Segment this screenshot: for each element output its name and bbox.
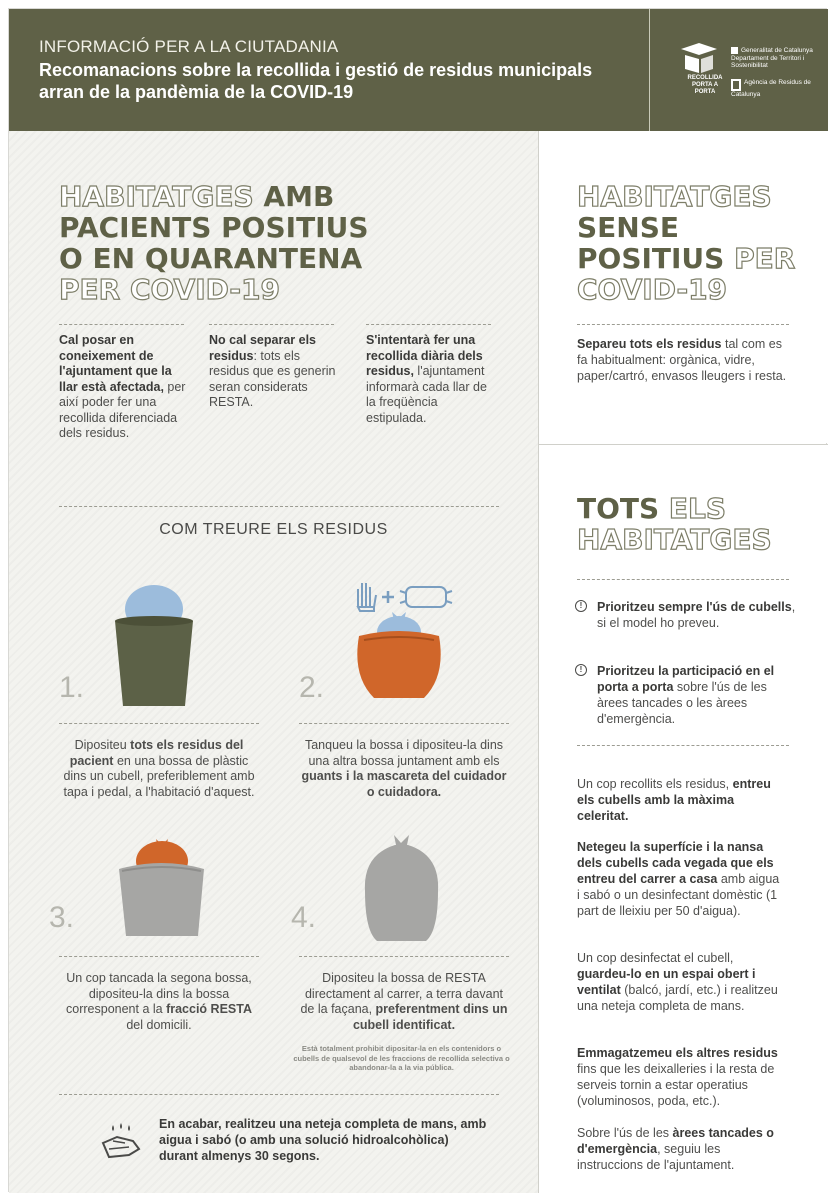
prohibition-note: Està totalment prohibit dipositar-la en els contenidors o cubells de qualsevol de les fraccions de recollida selectiva o abandonar-la a la via pública. [293,1044,510,1072]
divider [59,956,259,957]
bullet-porta-a-porta: Prioritzeu la participació en el porta a porta sobre l'ús de les àrees tancades o les àrees d'emergència. [597,664,775,726]
divider [577,579,789,580]
header [9,9,828,131]
divider [59,324,184,325]
divider [59,723,259,724]
bullet-cubells: Prioritzeu sempre l'ús de cubells, si el model ho preveu. [597,600,796,630]
separate-waste-text: Separeu tots els residus tal com es fa habitualment: orgànica, vidre, paper/cartró, envasos lleugers i resta. [577,337,787,383]
divider [299,956,509,957]
left-title: HABITATGES AMB PACIENTS POSITIUS O EN QUARANTENA PER COVID-19 [59,180,369,306]
right-top-panel [539,131,828,443]
bag-icon [354,606,444,706]
divider [209,324,334,325]
header-divider [649,9,650,131]
left-column [9,131,538,1193]
generalitat-icon [731,47,738,54]
divider [59,1094,499,1095]
step-number: 2. [299,671,325,704]
step-3-text: Un cop tancada la segona bossa, dipositeu-la dins la bossa corresponent a la fracció RESTA del domicili. [66,971,252,1032]
step-number: 4. [291,901,317,934]
info-daily: S'intentarà fer una recollida diària dels residus, l'ajuntament informarà cada llar de la freqüència estipulada. [366,333,487,425]
paragraph-collect: Un cop recollits els residus, entreu els cubells amb la màxima celeritat. [577,777,771,823]
paragraph-store: Un cop desinfectat el cubell, guardeu-lo en un espai obert i ventilat (balcó, jardí, etc.) i realitzeu una neteja completa de mans. [577,951,778,1013]
divider [299,723,509,724]
bag-icon [114,831,209,941]
info-no-separate: No cal separar els residus: tots els residus que es generin seran considerats RESTA. [209,333,336,409]
right-bottom-title: TOTS ELS HABITATGES [577,492,772,556]
paragraph-clean: Netegeu la superfície i la nansa dels cubells cada vegada que els entreu del carrer a casa amb aigua i sabó o un desinfectant domèstic (1 part de lleixiu per 50 d'aigua). [577,840,780,918]
info-notify: Cal posar en coneixement de l'ajuntament que la llar està afectada, per així poder fer una recollida diferenciada dels residus. [59,333,186,440]
step-number: 1. [59,671,85,704]
arc-icon [731,79,741,91]
right-top-title: HABITATGES SENSE POSITIUS PER COVID-19 [577,180,796,306]
step-1-text: Dipositeu tots els residus del pacient en una bossa de plàstic dins un cubell, preferiblement amb tapa i pedal, a l'habitació d'aquest. [63,738,255,799]
step-2-text: Tanqueu la bossa i dipositeu-la dins una altra bossa juntament amb els guants i la mascareta del cuidador o cuidadora. [301,738,507,799]
gov-dept-logo: Generalitat de Catalunya Departament de Territori i Sostenibilitat [731,47,813,69]
bag-icon [359,831,444,946]
step-number: 3. [49,901,75,934]
step-4-text: Dipositeu la bossa de RESTA directament al carrer, a terra davant de la façana, preferentment dins un cubell identificat. [300,971,508,1032]
agency-logo: Agència de Residus de Catalunya [731,79,811,98]
divider [59,506,499,507]
section-title: COM TREURE ELS RESIDUS [159,521,388,538]
info-circle-icon: ! [575,600,587,612]
bucket-icon [109,576,199,711]
logo-caption: RECOLLIDA PORTA A PORTA [687,75,723,95]
final-instruction: En acabar, realitzeu una neteja completa de mans, amb aigua i sabó (o amb una solució hidroalcohòlica) durant almenys 30 segons. [159,1117,487,1163]
paragraph-other-waste: Emmagatzemeu els altres residus fins que les deixalleries i la resta de serveis tornin a estar operatius (voluminosos, poda, etc.). [577,1046,778,1108]
hand-wash-icon [99,1121,145,1163]
divider [366,324,491,325]
divider [577,324,789,325]
info-circle-icon: ! [575,664,587,676]
paragraph-areas: Sobre l'ús de les àrees tancades o d'emergència, seguiu les instruccions de l'ajuntament. [577,1126,774,1172]
right-bottom-panel [539,444,828,1193]
infographic-page [8,8,827,1192]
header-kicker: INFORMACIÓ PER A LA CIUTADANIA [39,37,339,56]
header-title: Recomanacions sobre la recollida i gestió de residus municipals arran de la pandèmia de la COVID-19 [39,60,593,102]
divider [577,745,789,746]
